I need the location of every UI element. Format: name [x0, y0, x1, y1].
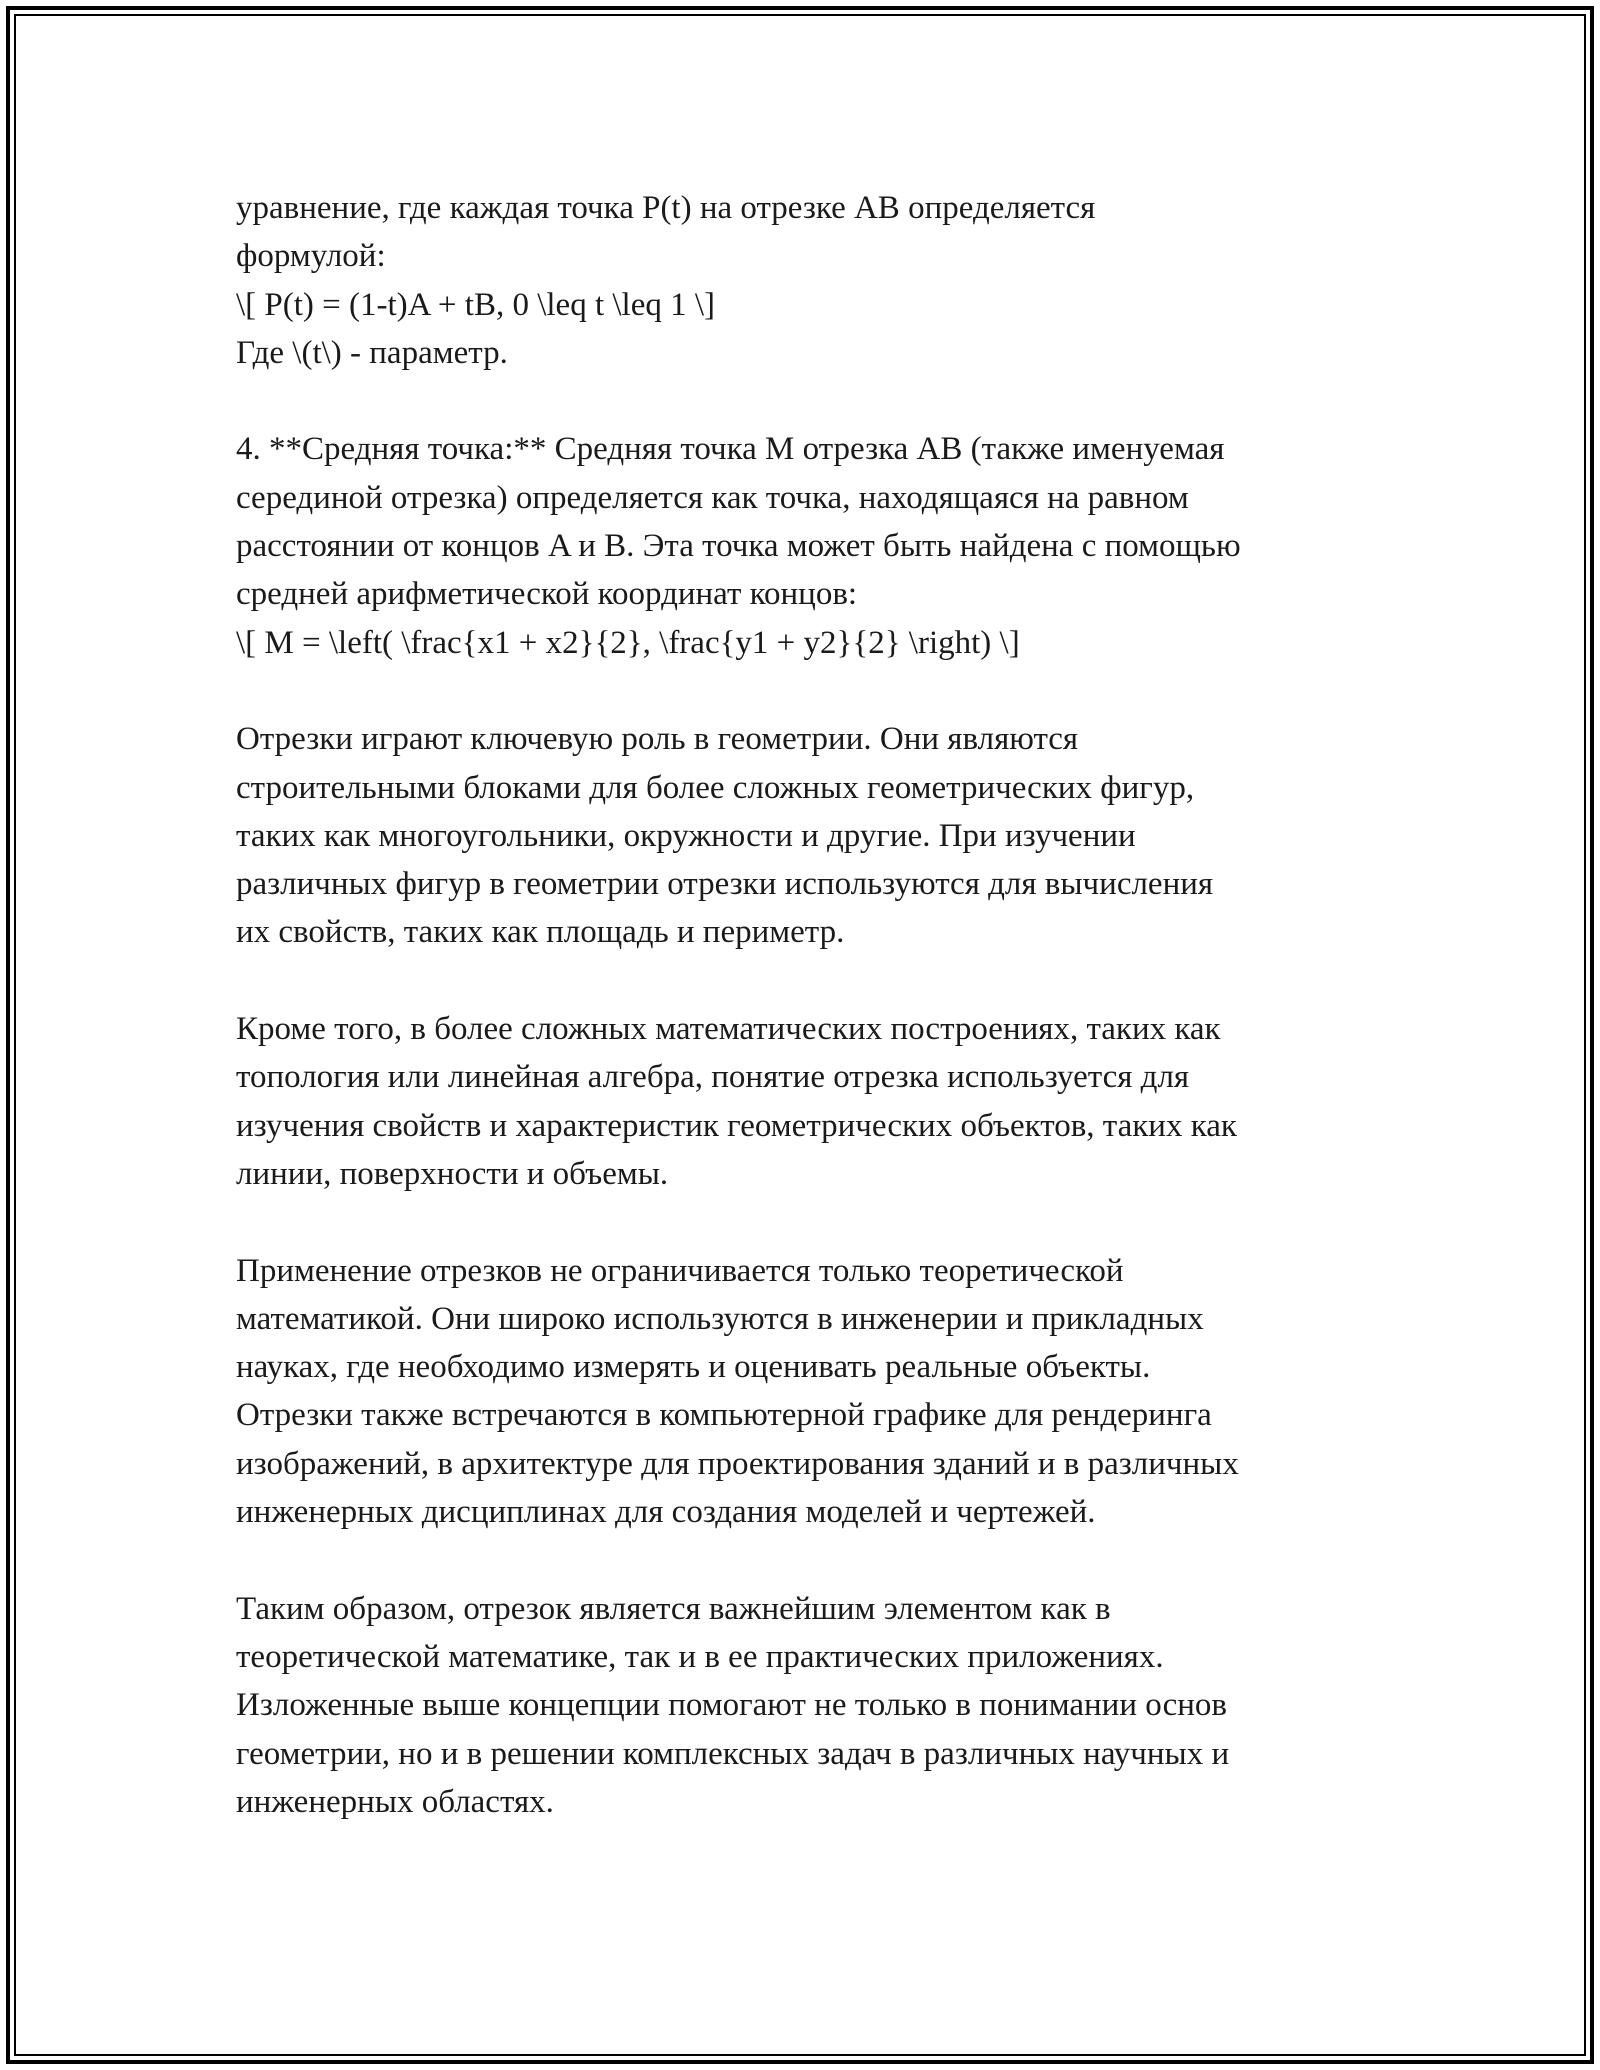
- paragraph-gap: [236, 1536, 1396, 1584]
- paragraph-gap: [236, 1198, 1396, 1246]
- paragraph-applications: [236, 1247, 1396, 1537]
- text-line: топология или линейная алгебра, понятие отрезка используется для: [236, 1059, 1190, 1096]
- text-line: серединой отрезка) определяется как точка, находящаяся на равном: [236, 479, 1189, 516]
- text-line: Изложенные выше концепции помогают не только в понимании основ: [236, 1687, 1227, 1724]
- text-line: инженерных дисциплинах для создания моделей и чертежей.: [236, 1494, 1096, 1531]
- paragraph-gap: [236, 377, 1396, 425]
- document-body: [236, 184, 1396, 1826]
- text-line: Где \(t\) - параметр.: [236, 334, 508, 371]
- text-line: Отрезки играют ключевую роль в геометрии. Они являются: [236, 721, 1079, 758]
- formula-line: \[ M = \left( \frac{x1 + x2}{2}, \frac{y1 + y2}{2} \right) \]: [236, 624, 1020, 661]
- text-line: 4. **Средняя точка:** Средняя точка M отрезка AB (также именуемая: [236, 431, 1225, 468]
- text-line: Таким образом, отрезок является важнейшим элементом как в: [236, 1590, 1111, 1627]
- text-line: математикой. Они широко используются в инженерии и прикладных: [236, 1300, 1204, 1337]
- text-line: геометрии, но и в решении комплексных задач в различных научных и: [236, 1735, 1230, 1772]
- paragraph-parametric-equation: [236, 184, 1396, 377]
- text-line: изображений, в архитектуре для проектирования зданий и в различных: [236, 1445, 1239, 1482]
- paragraph-conclusion: [236, 1585, 1396, 1826]
- text-line: Применение отрезков не ограничивается только теоретической: [236, 1252, 1124, 1289]
- text-line: расстоянии от концов A и B. Эта точка может быть найдена с помощью: [236, 528, 1241, 565]
- text-line: уравнение, где каждая точка P(t) на отрезке AB определяется: [236, 190, 1096, 226]
- text-line: линии, поверхности и объемы.: [236, 1155, 669, 1192]
- text-line: инженерных областях.: [236, 1783, 554, 1820]
- text-line: Кроме того, в более сложных математических построениях, таких как: [236, 1011, 1221, 1048]
- paragraph-advanced-math: [236, 1005, 1396, 1198]
- text-line: средней арифметической координат концов:: [236, 576, 858, 613]
- text-line: Отрезки также встречаются в компьютерной графике для рендеринга: [236, 1397, 1212, 1434]
- text-line: их свойств, таких как площадь и периметр.: [236, 914, 845, 951]
- text-line: таких как многоугольники, окружности и другие. При изучении: [236, 817, 1136, 854]
- text-line: различных фигур в геометрии отрезки используются для вычисления: [236, 866, 1214, 903]
- paragraph-gap: [236, 667, 1396, 715]
- text-line: науках, где необходимо измерять и оценивать реальные объекты.: [236, 1349, 1151, 1386]
- text-line: строительными блоками для более сложных геометрических фигур,: [236, 769, 1195, 806]
- paragraph-midpoint: [236, 425, 1396, 666]
- text-line: теоретической математике, так и в ее практических приложениях.: [236, 1638, 1164, 1675]
- text-line: изучения свойств и характеристик геометрических объектов, таких как: [236, 1107, 1237, 1144]
- text-line: формулой:: [236, 238, 386, 275]
- formula-line: \[ P(t) = (1-t)A + tB, 0 \leq t \leq 1 \]: [236, 286, 715, 323]
- paragraph-role-in-geometry: [236, 715, 1396, 956]
- paragraph-gap: [236, 957, 1396, 1005]
